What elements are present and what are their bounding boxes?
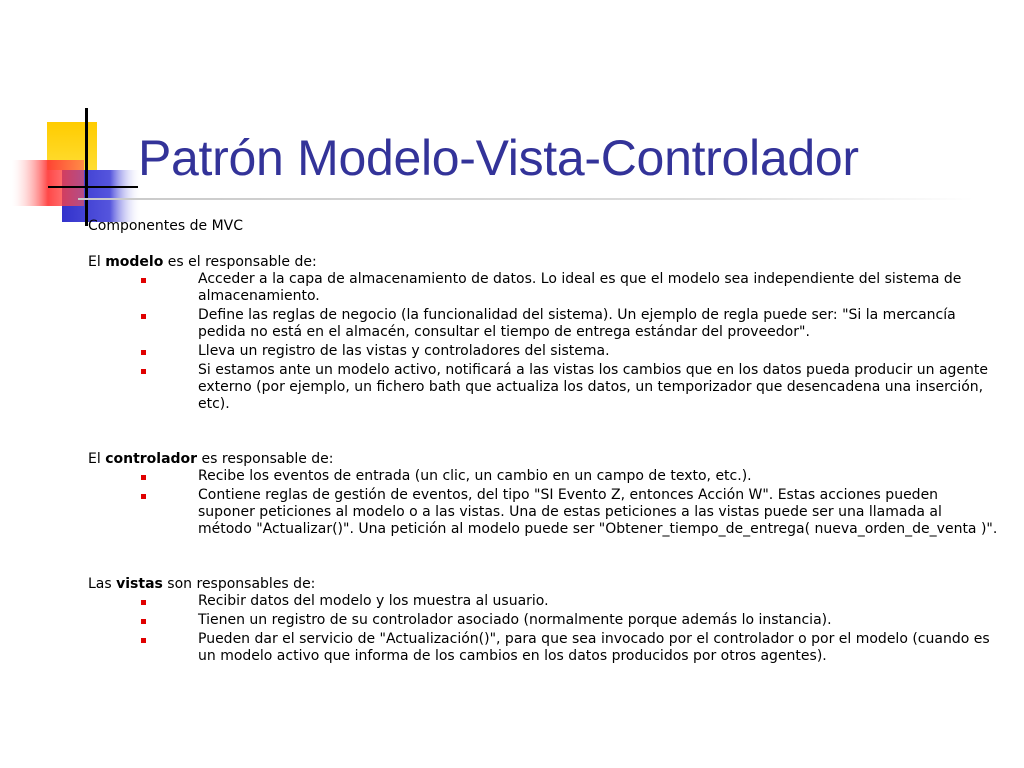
section-gap — [88, 540, 998, 576]
heading-prefix: El — [88, 451, 106, 467]
heading-keyword: modelo — [105, 254, 164, 270]
list-item-text: Contiene reglas de gestión de eventos, del tipo "SI Evento Z, entonces Acción W". Estas acciones pueden suponer peticiones al modelo o a las vistas. Una de estas peticiones a las vistas puede ser una llamada al método "Actualizar()". Una petición al modelo puede ser "Obtener_tiempo_de_entrega( nueva_orden_de_venta )". — [198, 487, 998, 537]
list-item-text: Acceder a la capa de almacenamiento de datos. Lo ideal es que el modelo sea independiente del sistema de almacenamiento. — [198, 271, 962, 304]
section-gap — [88, 415, 998, 451]
bullet-list-modelo — [88, 271, 998, 413]
heading-suffix: es responsable de: — [197, 451, 334, 467]
sections-container — [88, 235, 998, 665]
red-square — [12, 160, 84, 206]
heading-keyword: controlador — [105, 451, 198, 467]
page-title: Patrón Modelo-Vista-Controlador — [138, 130, 859, 186]
list-item-text: Si estamos ante un modelo activo, notificará a las vistas los cambios que en los datos pueda producir un agente externo (por ejemplo, un fichero bath que actualiza los datos, un temporizador que desencadena una inserción, etc). — [198, 362, 989, 412]
list-item — [88, 343, 998, 360]
bullet-list-vistas — [88, 593, 998, 665]
bullet-square-icon — [141, 638, 146, 643]
intro-text: Componentes de MVC — [88, 218, 244, 234]
heading-suffix: es el responsable de: — [163, 254, 317, 270]
bullet-square-icon — [141, 278, 146, 283]
section-heading-vistas — [88, 576, 998, 593]
section-heading-modelo — [88, 254, 998, 271]
slide-body — [88, 218, 998, 667]
list-item-text: Define las reglas de negocio (la funcionalidad del sistema). Un ejemplo de regla puede ser: "Si la mercancía pedida no está en el almacén, consultar el tiempo de entrega estándar del proveedor". — [198, 307, 956, 340]
list-item — [88, 593, 998, 610]
decorative-squares-logo — [0, 0, 160, 230]
bullet-square-icon — [141, 619, 146, 624]
list-item — [88, 271, 998, 305]
vertical-line — [85, 108, 88, 226]
list-item — [88, 612, 998, 629]
list-item — [88, 468, 998, 485]
bullet-square-icon — [141, 600, 146, 605]
list-item — [88, 362, 998, 413]
section-heading-controlador — [88, 451, 998, 468]
title-divider — [78, 198, 974, 200]
list-item-text: Lleva un registro de las vistas y controladores del sistema. — [198, 343, 610, 359]
heading-keyword: vistas — [116, 576, 163, 592]
list-item-text: Tienen un registro de su controlador asociado (normalmente porque además lo instancia). — [198, 612, 832, 628]
heading-prefix: El — [88, 254, 106, 270]
list-item — [88, 307, 998, 341]
bullet-square-icon — [141, 369, 146, 374]
bullet-square-icon — [141, 350, 146, 355]
horizontal-line — [48, 186, 138, 188]
list-item — [88, 487, 998, 538]
list-item-text: Pueden dar el servicio de "Actualización()", para que sea invocado por el controlador o por el modelo (cuando es un modelo activo que informa de los cambios en los datos producidos por otros agentes). — [198, 631, 990, 664]
heading-prefix: Las — [88, 576, 117, 592]
list-item-text: Recibir datos del modelo y los muestra al usuario. — [198, 593, 549, 609]
bullet-list-controlador — [88, 468, 998, 538]
section-gap — [88, 235, 998, 254]
heading-suffix: son responsables de: — [162, 576, 316, 592]
bullet-square-icon — [141, 494, 146, 499]
list-item-text: Recibe los eventos de entrada (un clic, un cambio en un campo de texto, etc.). — [198, 468, 752, 484]
bullet-square-icon — [141, 314, 146, 319]
bullet-square-icon — [141, 475, 146, 480]
list-item — [88, 631, 998, 665]
